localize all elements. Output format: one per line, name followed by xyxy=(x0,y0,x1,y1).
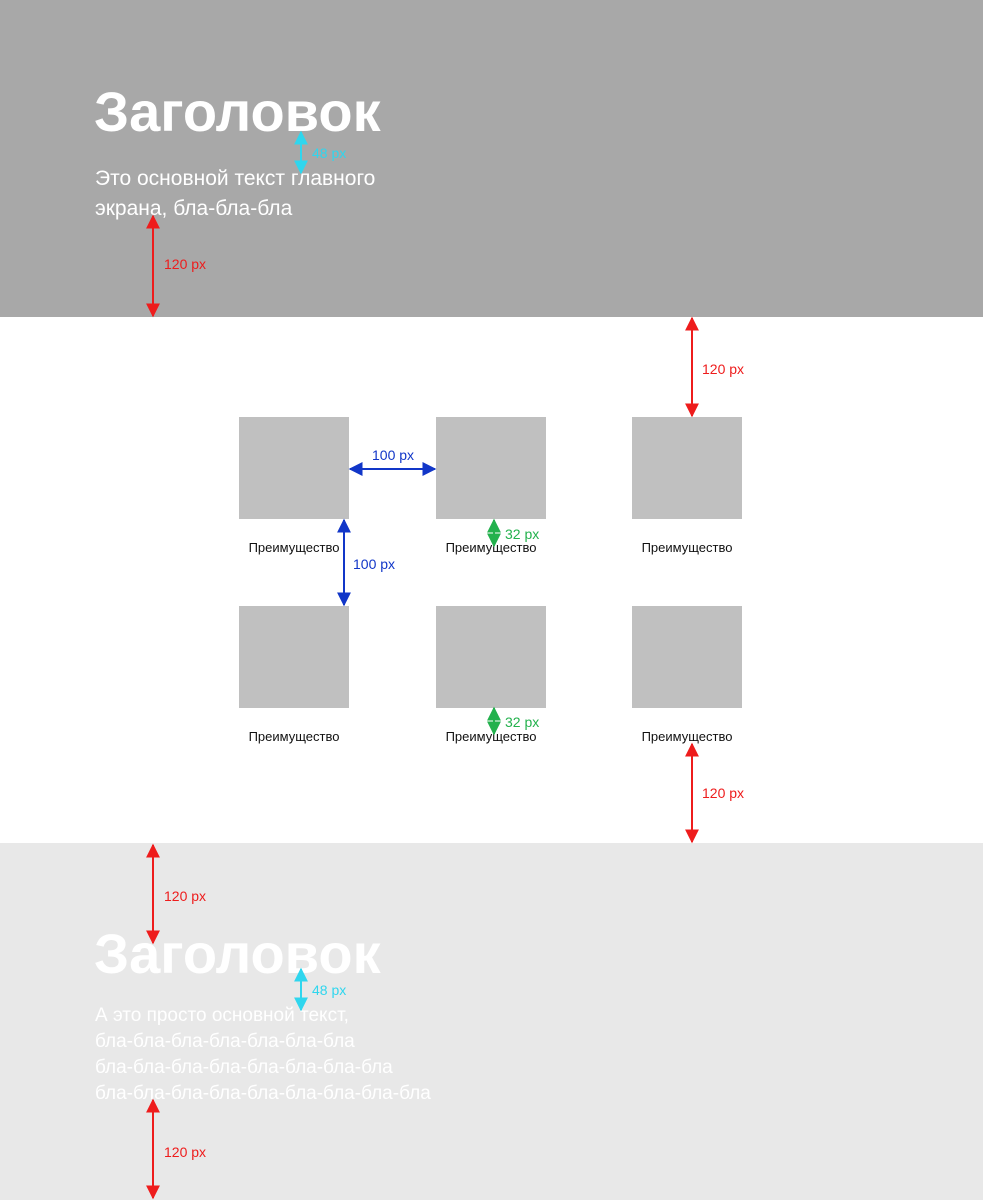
hero-body-line: Это основной текст главного xyxy=(95,167,376,190)
hero-heading: Заголовок xyxy=(94,80,381,143)
about-bottom-padding-label: 120 px xyxy=(164,1144,207,1160)
feature-label: Преимущество xyxy=(641,729,733,744)
feature-label: Преимущество xyxy=(641,540,733,555)
about-top-padding-label: 120 px xyxy=(164,888,207,904)
grid-column-gap-label: 100 px xyxy=(372,447,415,463)
grid-row-gap-label: 100 px xyxy=(353,556,396,572)
label-gap-label-row1: 32 px xyxy=(505,526,540,542)
features-bottom-padding-label: 120 px xyxy=(702,785,745,801)
about-body-line: бла-бла-бла-бла-бла-бла-бла-бла-бла xyxy=(95,1083,431,1104)
about-heading: Заголовок xyxy=(94,922,381,985)
hero-bottom-padding-label: 120 px xyxy=(164,256,207,272)
feature-label: Преимущество xyxy=(445,540,537,555)
feature-label: Преимущество xyxy=(248,540,340,555)
about-body-line: бла-бла-бла-бла-бла-бла-бла xyxy=(95,1031,355,1052)
about-heading-gap-label: 48 px xyxy=(312,982,347,998)
hero-heading-gap-label: 48 px xyxy=(312,145,347,161)
label-gap-label-row2: 32 px xyxy=(505,714,540,730)
feature-label: Преимущество xyxy=(248,729,340,744)
about-body-line: бла-бла-бла-бла-бла-бла-бла-бла xyxy=(95,1057,393,1078)
feature-label: Преимущество xyxy=(445,729,537,744)
about-body-line: А это просто основной текст, xyxy=(95,1005,349,1026)
hero-body-line: экрана, бла-бла-бла xyxy=(95,197,293,220)
features-top-padding-label: 120 px xyxy=(702,361,745,377)
